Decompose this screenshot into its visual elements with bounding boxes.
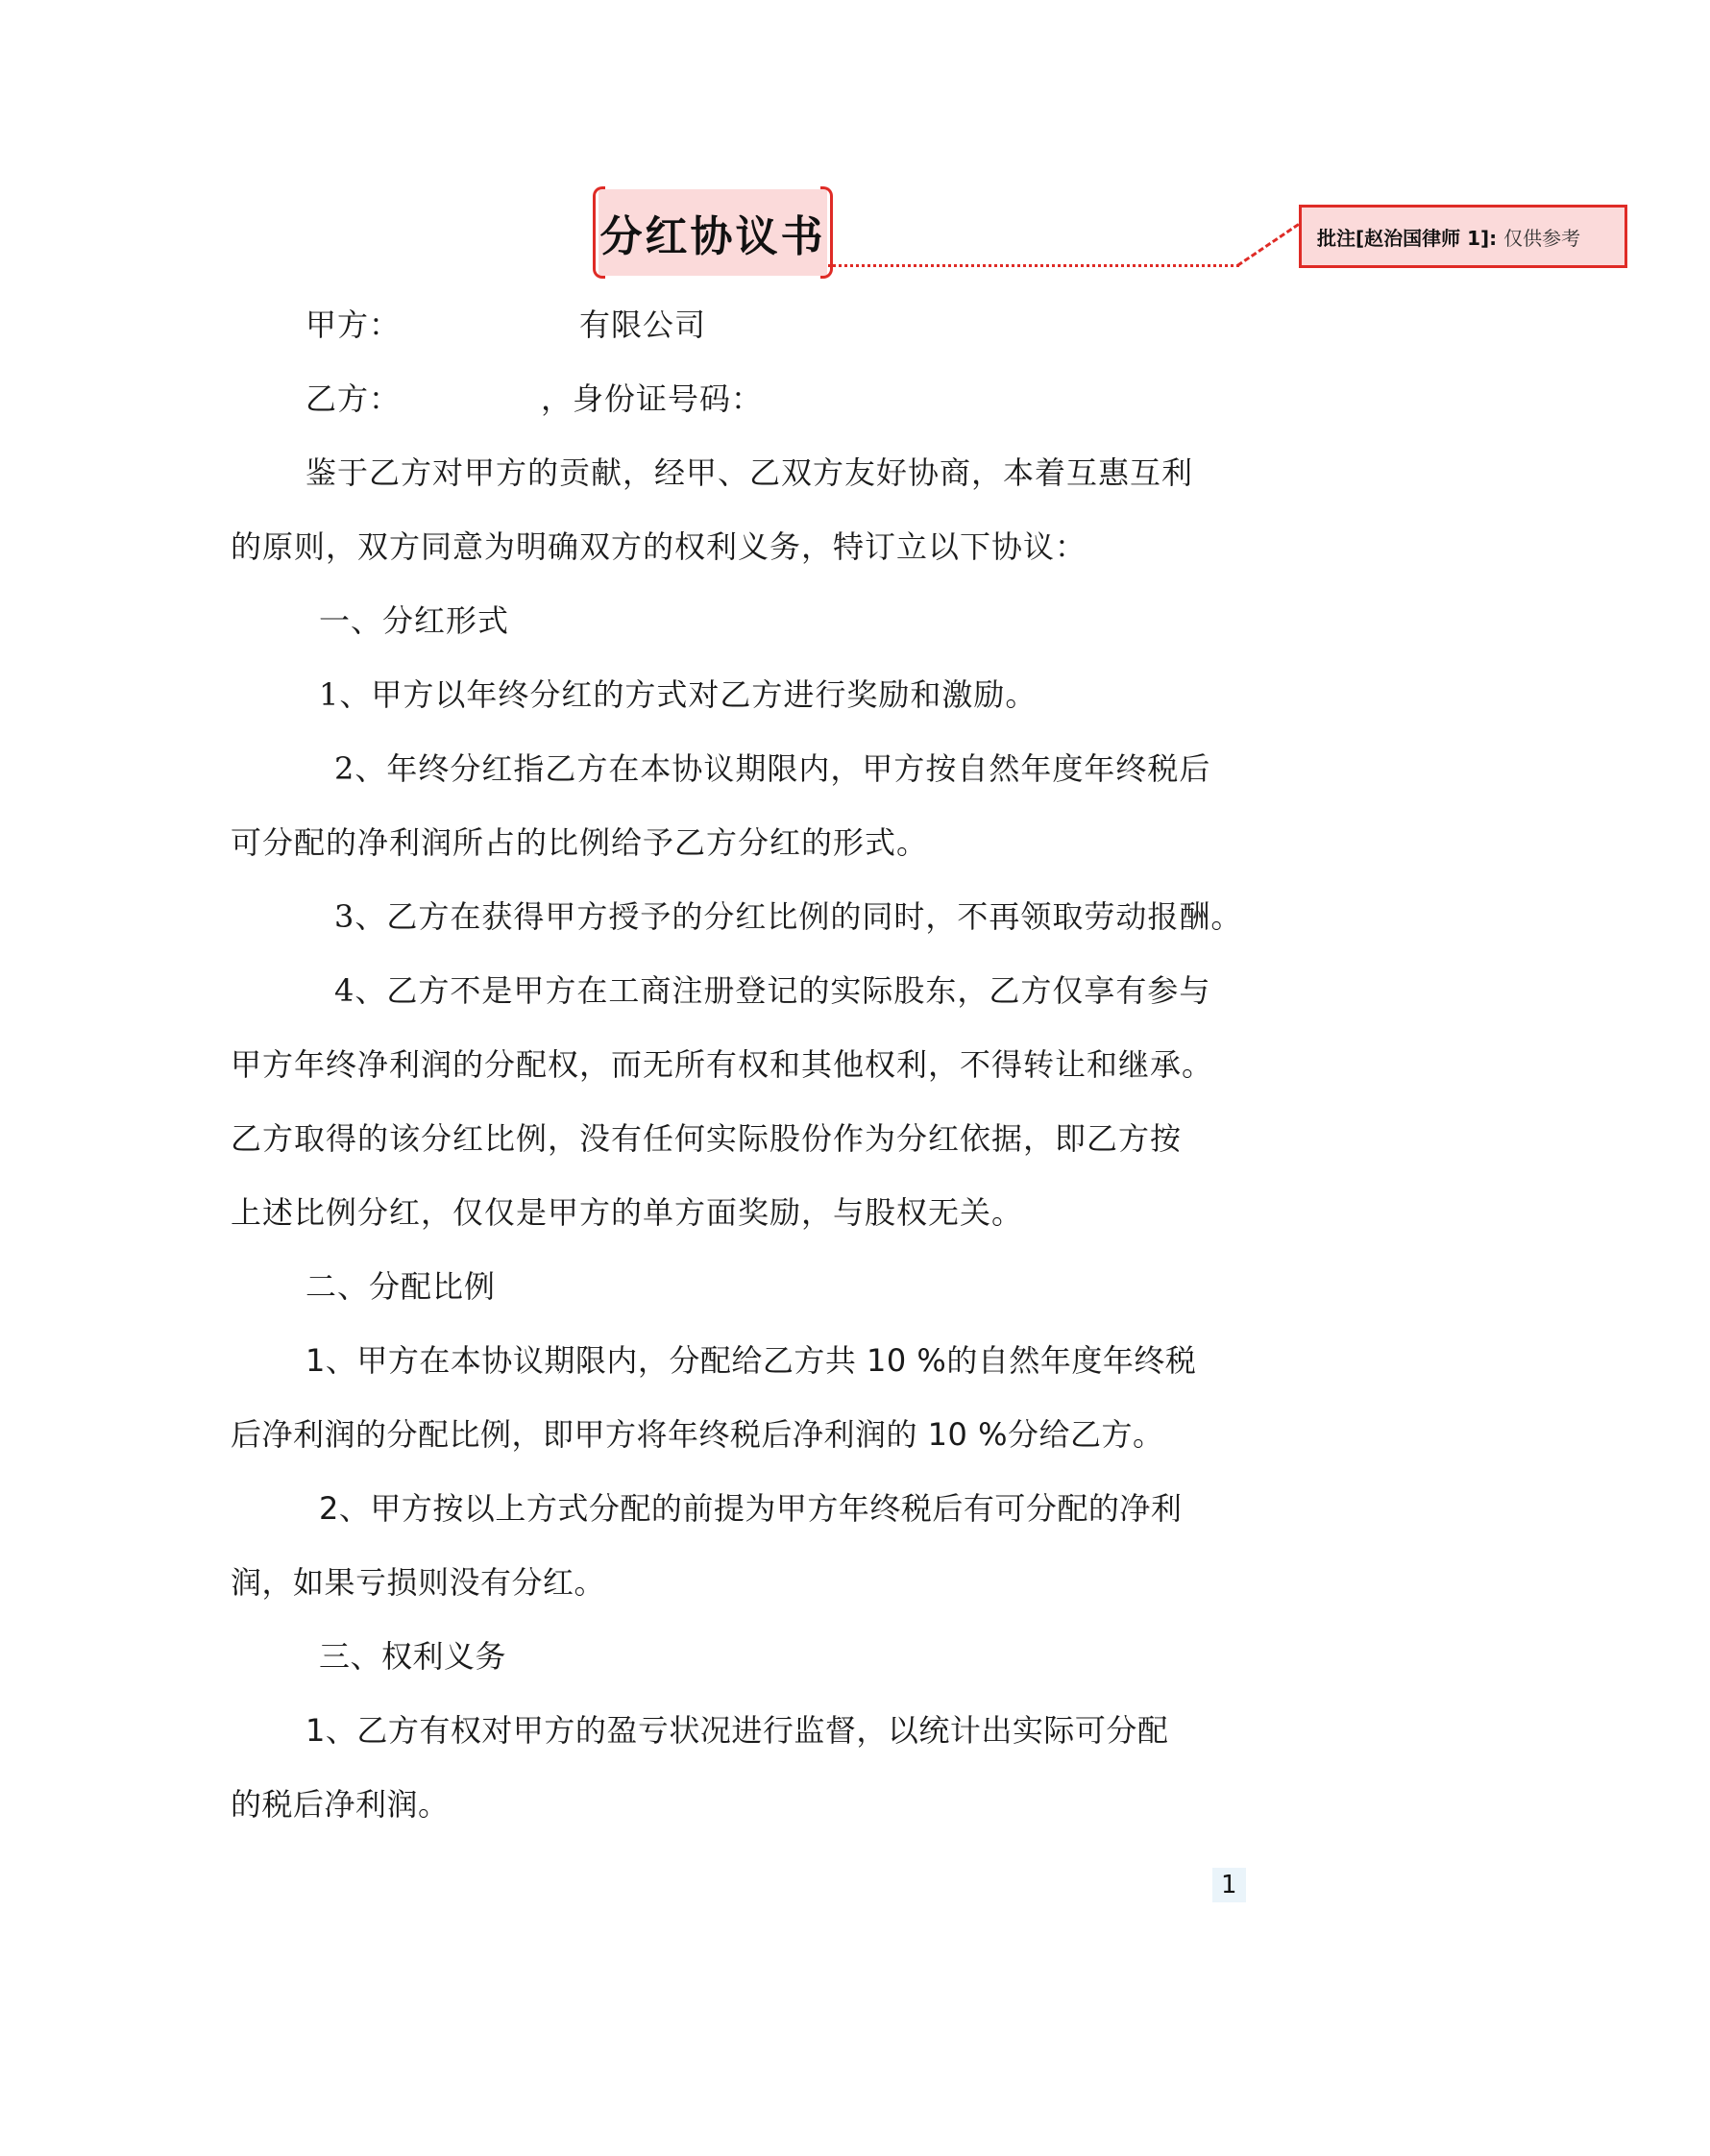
contract-line: 可分配的净利润所占的比例给予乙方分红的形式。 [231, 823, 929, 861]
section-heading: 三、权利义务 [319, 1637, 507, 1675]
contract-line: 1、甲方以年终分红的方式对乙方进行奖励和激励。 [319, 675, 1038, 713]
party-a-label: 甲方： [305, 306, 402, 343]
contract-line: 的原则，双方同意为明确双方的权利义务，特订立以下协议： [231, 527, 1087, 565]
contract-line: 甲方年终净利润的分配权，而无所有权和其他权利，不得转让和继承。 [231, 1045, 1214, 1083]
contract-line: 的税后净利润。 [231, 1785, 450, 1823]
contract-line: 1、甲方在本协议期限内，分配给乙方共 10 %的自然年度年终税 [305, 1341, 1197, 1379]
contract-line: 3、乙方在获得甲方授予的分红比例的同时，不再领取劳动报酬。 [334, 897, 1243, 935]
comment-box[interactable] [1299, 205, 1627, 268]
contract-line: 1、乙方有权对甲方的盈亏状况进行监督，以统计出实际可分配 [305, 1711, 1169, 1749]
section-heading: 二、分配比例 [305, 1267, 497, 1305]
party-b-line [231, 359, 1282, 433]
party-b-value: ，身份证号码： [541, 380, 764, 417]
document-title: 分红协议书 [598, 189, 827, 276]
page-number: 1 [1212, 1868, 1246, 1902]
comment-leader-line [828, 264, 1239, 267]
contract-line: 乙方取得的该分红比例，没有任何实际股份作为分红依据，即乙方按 [231, 1119, 1183, 1157]
contract-line: 后净利润的分配比例，即甲方将年终税后净利润的 10 %分给乙方。 [231, 1415, 1164, 1453]
comment-text: 仅供参考 [1503, 226, 1581, 250]
contract-line: 润，如果亏损则没有分红。 [231, 1563, 606, 1601]
contract-line: 鉴于乙方对甲方的贡献，经甲、乙双方友好协商，本着互惠互利 [305, 453, 1194, 491]
party-a-line [231, 285, 1282, 359]
comment-author-label: 批注[赵治国律师 1]: [1317, 226, 1504, 250]
comment-bracket-left-icon [593, 186, 605, 279]
title-comment-highlight [598, 189, 827, 276]
party-b-label: 乙方： [305, 380, 402, 417]
section-heading: 一、分红形式 [319, 601, 510, 639]
contract-line: 上述比例分红，仅仅是甲方的单方面奖励，与股权无关。 [231, 1193, 1024, 1231]
document-body [231, 285, 1282, 1839]
party-a-value: 有限公司 [579, 306, 707, 343]
comment-leader-line-diagonal [1236, 223, 1300, 267]
contract-line: 2、年终分红指乙方在本协议期限内，甲方按自然年度年终税后 [334, 749, 1211, 787]
contract-line: 2、甲方按以上方式分配的前提为甲方年终税后有可分配的净利 [319, 1489, 1183, 1527]
contract-line: 4、乙方不是甲方在工商注册登记的实际股东，乙方仅享有参与 [334, 971, 1211, 1009]
